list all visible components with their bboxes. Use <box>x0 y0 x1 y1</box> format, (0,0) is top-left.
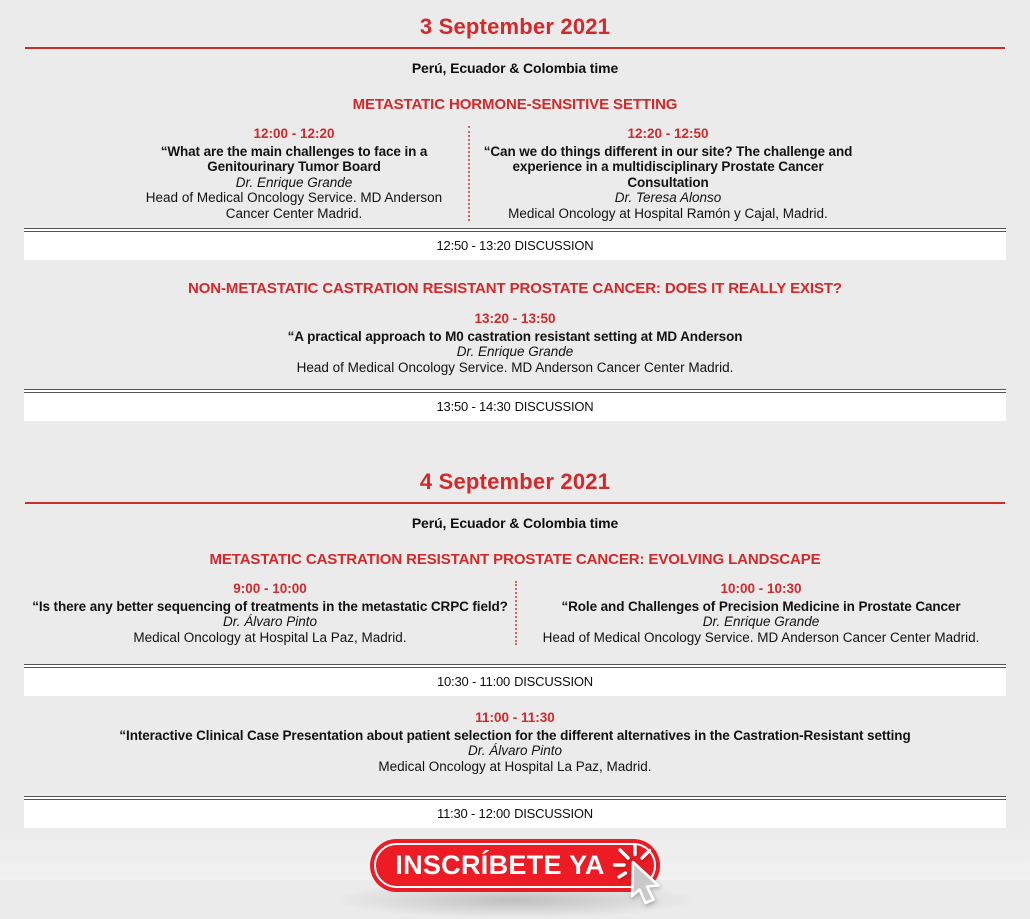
discussion-time: 10:30 - 11:00 <box>437 674 511 689</box>
session-title: “What are the main challenges to face in a Genitourinary Tumor Board <box>160 143 428 174</box>
discussion-band <box>24 228 1006 260</box>
session-speaker: Dr. Enrique Grande <box>235 174 353 190</box>
session-affiliation: Head of Medical Oncology Service. MD Anderson Cancer Center Madrid. <box>296 359 734 375</box>
discussion-label: DISCUSSION <box>514 674 593 689</box>
day-title: 3 September 2021 <box>419 14 611 39</box>
session-affiliation: Medical Oncology at Hospital Ramón y Cajal, Madrid. <box>508 205 828 221</box>
session-affiliation: Head of Medical Oncology Service. MD Anderson Cancer Center Madrid. <box>145 190 443 221</box>
track-heading: NON-METASTATIC CASTRATION RESISTANT PROSTATE CANCER: DOES IT REALLY EXIST? <box>188 280 842 297</box>
day-title: 4 September 2021 <box>419 469 611 494</box>
discussion-label: DISCUSSION <box>514 238 594 253</box>
discussion-label: DISCUSSION <box>514 399 594 414</box>
session-block <box>0 710 1030 774</box>
session-row <box>25 126 1005 221</box>
date-underline <box>25 502 1005 504</box>
session-speaker: Dr. Teresa Alonso <box>614 190 722 205</box>
session-title: “Interactive Clinical Case Presentation about patient selection for the different alternatives in the Castration-Resistant setting <box>119 727 911 743</box>
session-time: 13:20 - 13:50 <box>474 311 556 326</box>
discussion-time: 13:50 - 14:30 <box>436 399 511 414</box>
session-time: 9:00 - 10:00 <box>233 581 307 596</box>
session-affiliation: Head of Medical Oncology Service. MD Anderson Cancer Center Madrid. <box>542 629 980 645</box>
session-affiliation: Medical Oncology at Hospital La Paz, Madrid. <box>378 758 652 774</box>
discussion-label: DISCUSSION <box>514 806 593 821</box>
session-title: “Can we do things different in our site? The challenge and experience in a multidisciplinary Prostate Cancer Consultation <box>483 143 853 190</box>
session-time: 12:20 - 12:50 <box>627 126 709 141</box>
session-block <box>470 126 1005 221</box>
click-cursor-icon <box>612 843 670 910</box>
session-speaker: Dr. Álvaro Pinto <box>222 614 318 629</box>
session-affiliation: Medical Oncology at Hospital La Paz, Madrid. <box>133 629 407 645</box>
session-block <box>517 581 1005 645</box>
register-button-label: INSCRÍBETE YA <box>395 850 605 880</box>
track-heading: METASTATIC CASTRATION RESISTANT PROSTATE CANCER: EVOLVING LANDSCAPE <box>209 551 821 568</box>
session-title: “Is there any better sequencing of treatments in the metastatic CRPC field? <box>32 598 508 614</box>
session-time: 12:00 - 12:20 <box>253 126 335 141</box>
discussion-band <box>24 796 1006 828</box>
day-section-1 <box>0 14 1030 421</box>
session-time: 10:00 - 10:30 <box>720 581 802 596</box>
session-speaker: Dr. Álvaro Pinto <box>467 743 563 758</box>
discussion-time: 12:50 - 13:20 <box>436 238 511 253</box>
session-block <box>0 311 1030 375</box>
session-row <box>25 581 1005 645</box>
track-heading: METASTATIC HORMONE-SENSITIVE SETTING <box>352 96 678 113</box>
date-underline <box>25 47 1005 49</box>
session-block <box>25 581 515 645</box>
discussion-time: 11:30 - 12:00 <box>437 806 511 821</box>
session-title: “A practical approach to M0 castration resistant setting at MD Anderson <box>287 328 743 344</box>
day-section-2 <box>0 469 1030 828</box>
session-block <box>25 126 468 221</box>
timezone-label: Perú, Ecuador & Colombia time <box>411 515 619 531</box>
discussion-band <box>24 389 1006 421</box>
timezone-label: Perú, Ecuador & Colombia time <box>411 60 619 76</box>
register-button[interactable] <box>370 839 660 892</box>
session-speaker: Dr. Enrique Grande <box>702 614 820 629</box>
session-time: 11:00 - 11:30 <box>475 710 555 725</box>
session-speaker: Dr. Enrique Grande <box>456 344 574 359</box>
cta-area <box>370 839 660 899</box>
discussion-band <box>24 664 1006 696</box>
session-title: “Role and Challenges of Precision Medicine in Prostate Cancer <box>561 598 961 614</box>
